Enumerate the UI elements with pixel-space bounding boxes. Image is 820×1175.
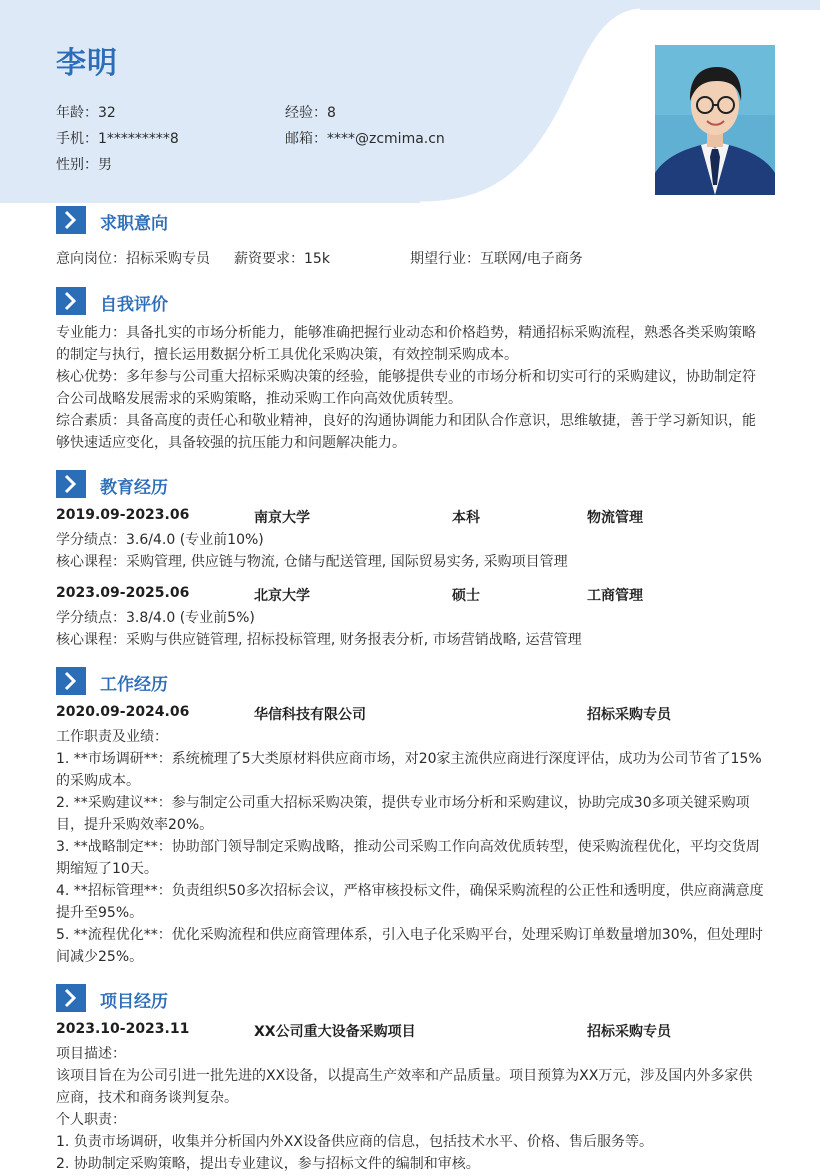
edu-gpa: 学分绩点：3.6/4.0 (专业前10%) — [56, 532, 264, 548]
edu-major: 物流管理 — [587, 510, 643, 526]
work-line: 2. **采购建议**：参与制定公司重大招标采购决策，提供专业市场分析和采购建议，协助完成30多项关键采购项 — [56, 795, 750, 811]
project-role: 招标采购专员 — [587, 1024, 671, 1040]
section-title: 教育经历 — [100, 478, 168, 498]
edu-degree: 硕士 — [452, 588, 480, 604]
work-role: 招标采购专员 — [587, 707, 671, 723]
expected-industry: 期望行业：互联网/电子商务 — [410, 251, 583, 267]
edu-school: 南京大学 — [254, 510, 310, 526]
work-line: 间减少25%。 — [56, 949, 144, 965]
gender-info: 性别：男 — [56, 157, 112, 173]
edu-gpa: 学分绩点：3.8/4.0 (专业前5%) — [56, 610, 255, 626]
work-line: 1. **市场调研**：系统梳理了5大类原材料供应商市场，对20家主流供应商进行深度评估，成功为公司节省了15% — [56, 751, 762, 767]
project-line: 个人职责： — [56, 1112, 126, 1128]
phone-info: 手机：1*********8 — [56, 131, 179, 147]
work-line: 目，提升采购效率20%。 — [56, 817, 214, 833]
expected-salary: 薪资要求：15k — [234, 251, 330, 267]
work-line: 的采购成本。 — [56, 773, 140, 789]
profile-photo — [655, 45, 775, 195]
self-eval-line: 核心优势：多年参与公司重大招标采购决策的经验，能够提供专业的市场分析和切实可行的采购建议，协助制定符 — [56, 369, 756, 385]
self-eval-line: 综合素质：具备高度的责任心和敬业精神，良好的沟通协调能力和团队合作意识，思维敏捷，善于学习新知识，能 — [56, 413, 756, 429]
self-eval-line: 的制定与执行，擅长运用数据分析工具优化采购决策，有效控制采购成本。 — [56, 347, 518, 363]
work-line: 3. **战略制定**：协助部门领导制定采购战略，推动公司采购工作向高效优质转型，使采购流程优化，平均交货周 — [56, 839, 760, 855]
education-row — [56, 507, 766, 527]
chevron-right-icon — [56, 667, 86, 695]
email-info: 邮箱：****@zcmima.cn — [285, 131, 445, 147]
edu-school: 北京大学 — [254, 588, 310, 604]
work-line: 4. **招标管理**：负责组织50多次招标会议，严格审核投标文件，确保采购流程的公正性和透明度，供应商满意度 — [56, 883, 764, 899]
section-title: 求职意向 — [100, 214, 168, 234]
project-line: 1. 负责市场调研，收集并分析国内外XX设备供应商的信息，包括技术水平、价格、售后服务等。 — [56, 1134, 653, 1150]
self-eval-line: 够快速适应变化，具备较强的抗压能力和问题解决能力。 — [56, 435, 406, 451]
section-title: 工作经历 — [100, 675, 168, 695]
edu-courses: 核心课程：采购管理, 供应链与物流, 仓储与配送管理, 国际贸易实务, 采购项目管理 — [56, 554, 568, 570]
work-row — [56, 704, 766, 724]
work-company: 华信科技有限公司 — [254, 707, 366, 723]
candidate-name: 李明 — [56, 46, 118, 81]
chevron-right-icon — [56, 206, 86, 234]
work-period: 2020.09-2024.06 — [56, 704, 190, 720]
project-name: XX公司重大设备采购项目 — [254, 1024, 416, 1040]
work-line: 期缩短了10天。 — [56, 861, 158, 877]
edu-major: 工商管理 — [587, 588, 643, 604]
project-row — [56, 1021, 766, 1041]
age-info: 年龄：32 — [56, 105, 116, 121]
section-title: 项目经历 — [100, 992, 168, 1012]
edu-period: 2023.09-2025.06 — [56, 585, 190, 601]
project-line: 应商，技术和商务谈判复杂。 — [56, 1090, 238, 1106]
project-period: 2023.10-2023.11 — [56, 1021, 190, 1037]
project-line: 该项目旨在为公司引进一批先进的XX设备，以提高生产效率和产品质量。项目预算为XX万元，涉及国内外多家供 — [56, 1068, 753, 1084]
work-line: 5. **流程优化**：优化采购流程和供应商管理体系，引入电子化采购平台，处理采购订单数量增加30%，但处理时 — [56, 927, 763, 943]
experience-info: 经验：8 — [285, 105, 336, 121]
work-line: 提升至95%。 — [56, 905, 144, 921]
work-line: 工作职责及业绩： — [56, 729, 168, 745]
edu-degree: 本科 — [452, 510, 480, 526]
chevron-right-icon — [56, 984, 86, 1012]
project-line: 项目描述： — [56, 1046, 126, 1062]
project-line: 2. 协助制定采购策略，提出专业建议，参与招标文件的编制和审核。 — [56, 1156, 480, 1172]
self-eval-line: 专业能力：具备扎实的市场分析能力，能够准确把握行业动态和价格趋势，精通招标采购流程，熟悉各类采购策略 — [56, 325, 756, 341]
edu-period: 2019.09-2023.06 — [56, 507, 190, 523]
intended-position: 意向岗位：招标采购专员 — [56, 251, 210, 267]
education-row — [56, 585, 766, 605]
chevron-right-icon — [56, 470, 86, 498]
chevron-right-icon — [56, 287, 86, 315]
edu-courses: 核心课程：采购与供应链管理, 招标投标管理, 财务报表分析, 市场营销战略, 运营管理 — [56, 632, 582, 648]
self-eval-line: 合公司战略发展需求的采购策略，推动采购工作向高效优质转型。 — [56, 391, 462, 407]
section-title: 自我评价 — [100, 295, 168, 315]
